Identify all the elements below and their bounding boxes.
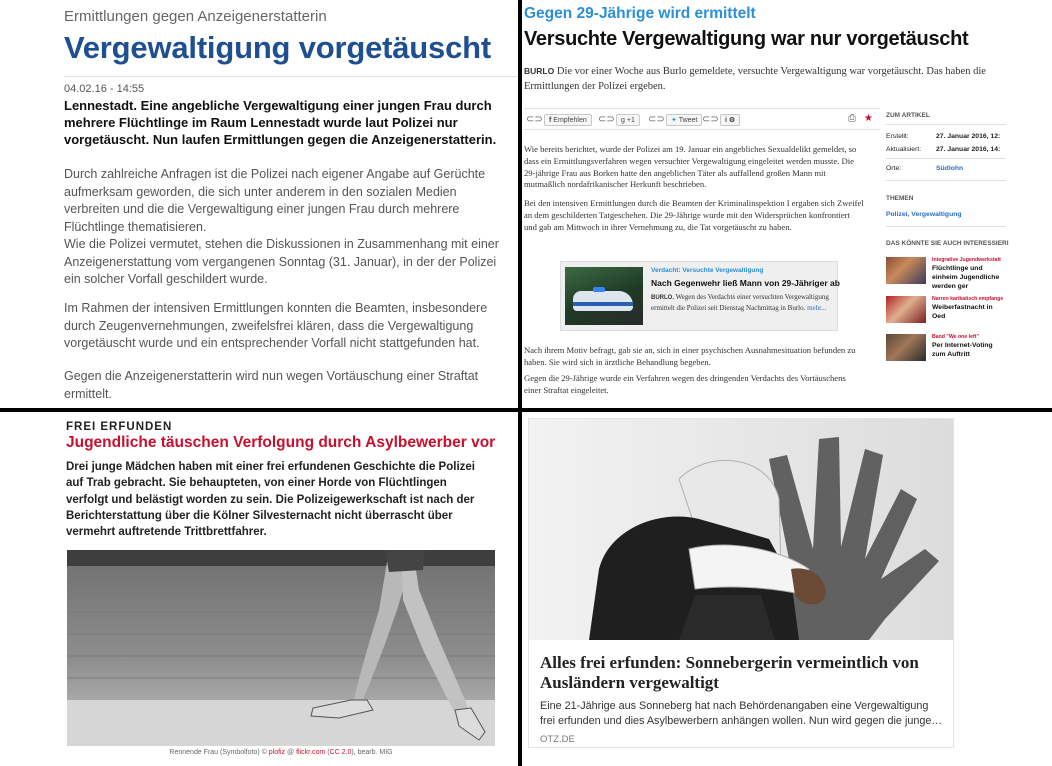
article-burlo bbox=[522, 0, 1052, 408]
related-title: Flüchtlinge und einheim Jugendliche werden ger bbox=[932, 265, 1000, 290]
places-label: Orte: bbox=[886, 165, 902, 172]
sidebar-heading-themes: THEMEN bbox=[886, 195, 914, 202]
plusone-label: +1 bbox=[626, 117, 635, 124]
link-icon[interactable]: ⊂⊃ bbox=[702, 114, 719, 125]
related-thumbnail bbox=[886, 334, 926, 361]
twitter-icon: ✦ bbox=[671, 117, 677, 124]
paragraph-text: Wie die Polizei vermutet, stehen die Diskussionen in Zusammenhang mit einer Anzeigenerstattung vom vergangenen Sonntag (31. Januar), in der der Polizei ein solcher Vorfall geschildert wurde. bbox=[64, 237, 499, 286]
sidebar-related-item[interactable] bbox=[886, 334, 1006, 362]
sidebar-rule bbox=[886, 158, 1006, 159]
photo-caption bbox=[67, 749, 495, 756]
running-woman-photo bbox=[67, 550, 495, 746]
teaser-body: Wegen des Verdachts einer versuchten Vergewaltigung ermittelt die Polizei seit Dienstag Nachmittag in Burlo. bbox=[651, 293, 829, 312]
article-sonneberg bbox=[522, 412, 1052, 766]
info-button[interactable] bbox=[720, 114, 740, 126]
updated-label: Aktualisiert: bbox=[886, 146, 922, 153]
article-paragraph-1 bbox=[64, 166, 510, 289]
article-headline[interactable]: Vergewaltigung vorgetäuscht bbox=[64, 30, 491, 65]
caption-at: @ bbox=[285, 749, 297, 756]
police-car-image bbox=[565, 267, 643, 325]
sidebar-places bbox=[886, 165, 964, 172]
sidebar-updated bbox=[886, 146, 1001, 153]
favorite-star-icon[interactable]: ★ bbox=[864, 113, 873, 124]
article-headline[interactable]: Alles frei erfunden: Sonnebergerin vermeintlich von Ausländern vergewaltigt bbox=[540, 653, 919, 692]
sidebar-rule bbox=[886, 226, 1006, 227]
article-asylbewerber bbox=[0, 412, 518, 766]
teaser-title[interactable]: Nach Gegenwehr ließ Mann von 29-Jähriger ab bbox=[651, 278, 840, 288]
related-thumbnail bbox=[886, 296, 926, 323]
related-kicker: Narren karikatisch empfange bbox=[932, 296, 1004, 302]
article-headline[interactable]: Jugendliche täuschen Verfolgung durch Asylbewerber vor bbox=[66, 434, 496, 451]
related-thumbnail bbox=[886, 257, 926, 284]
facebook-icon: f bbox=[549, 117, 552, 124]
caption-end: ), bearb. MIG bbox=[351, 749, 393, 756]
sidebar-themes-links[interactable]: Polizei, Vergewaltigung bbox=[886, 211, 962, 218]
article-paragraph-2: Im Rahmen der intensiven Ermittlungen konnten die Beamten, insbesondere durch Zeugenvernehmungen, zweifelsfrei klären, dass die Vergewaltigung vorgetäuscht wurde und ein entsprechender Vorfall nicht stattgefunden hat. bbox=[64, 301, 488, 350]
article-paragraph-3: Gegen die Anzeigenerstatterin wird nun wegen Vortäuschung einer Straftat ermittelt. bbox=[64, 369, 479, 401]
article-paragraph-3: Nach ihrem Motiv befragt, gab sie an, sich in einer psychischen Ausnahmesituation befunden zu haben. Sie wird sich in ärztliche Behandlung begeben. bbox=[524, 345, 856, 367]
caption-license-link[interactable]: CC 2.0 bbox=[329, 749, 352, 756]
headline-rule bbox=[64, 76, 518, 77]
article-date: 04.02.16 - 14:55 bbox=[64, 83, 145, 95]
article-tools bbox=[848, 113, 873, 124]
hooded-person-photo bbox=[529, 419, 953, 640]
link-icon[interactable]: ⊂⊃ bbox=[526, 114, 543, 125]
created-label: Erstellt: bbox=[886, 133, 909, 140]
caption-text: Rennende Frau (Symbolfoto) © bbox=[169, 749, 269, 756]
caption-paren: ( bbox=[325, 749, 330, 756]
link-icon[interactable]: ⊂⊃ bbox=[598, 114, 615, 125]
facebook-recommend-button[interactable] bbox=[544, 114, 592, 126]
article-kicker: FREI ERFUNDEN bbox=[66, 421, 173, 433]
sidebar-heading-more: DAS KÖNNTE SIE AUCH INTERESSIERI bbox=[886, 240, 1009, 247]
teaser-more-link[interactable]: mehr... bbox=[807, 303, 827, 312]
places-link[interactable]: Südlohn bbox=[936, 165, 964, 172]
gear-icon: ⚙ bbox=[728, 117, 736, 124]
article-excerpt: Eine 21-Jährige aus Sonneberg hat nach Behördenangaben eine Vergewaltigung frei erfunden und dies Asylbewerbern anhängen wollen. Nun wird gegen die junge… bbox=[540, 700, 943, 727]
article-kicker: Ermittlungen gegen Anzeigenerstatterin bbox=[64, 8, 327, 25]
related-kicker: Band "We one left" bbox=[932, 334, 979, 340]
article-lennestadt bbox=[0, 0, 518, 408]
sidebar-rule bbox=[886, 124, 1006, 125]
teaser-place: BURLO. bbox=[651, 295, 674, 301]
created-value: 27. Januar 2016, 12: bbox=[936, 133, 1001, 140]
article-paragraph-4: Gegen die 29-Jährige wurde ein Verfahren wegen des dringenden Verdachts des Vortäuschens einer Straftat eingeleitet. bbox=[524, 373, 846, 395]
related-title: Weiberfastnacht in Oed bbox=[932, 304, 993, 320]
google-icon: g bbox=[621, 117, 625, 124]
article-lead bbox=[524, 64, 1006, 94]
print-icon[interactable]: ⎙ bbox=[848, 113, 856, 124]
article-kicker: Gegen 29-Jährige wird ermittelt bbox=[524, 5, 756, 22]
caption-author-link[interactable]: plofiz bbox=[268, 749, 286, 756]
sidebar-related-item[interactable] bbox=[886, 296, 1006, 324]
updated-value: 27. Januar 2016, 14: bbox=[936, 146, 1001, 153]
link-icon[interactable]: ⊂⊃ bbox=[648, 114, 665, 125]
sidebar-related-item[interactable] bbox=[886, 257, 1006, 290]
tweet-button[interactable] bbox=[666, 114, 702, 126]
article-lead: Lennestadt. Eine angebliche Vergewaltigung einer jungen Frau durch mehrere Flüchtlinge im Raum Lennestadt wurde laut Polizei nur vorgetäuscht. Nun laufen Ermittlungen gegen die Anzeigenerstatterin. bbox=[64, 98, 497, 147]
recommend-label: Empfehlen bbox=[553, 117, 587, 124]
info-icon: i bbox=[725, 117, 727, 124]
article-card[interactable] bbox=[528, 418, 954, 748]
google-plus-button[interactable] bbox=[616, 114, 640, 126]
article-paragraph-1: Wie bereits berichtet, wurde der Polizei am 19. Januar ein angebliches Sexualdelikt gemeldet, so dass ein Ermittlungsverfahren wegen versuchter Vergewaltigung eingeleitet werden musste. Die 29-jährige Frau aus Borken hatte den angeblichen Täter als auffallend großen Mann mit mutmaßlich nordafrikanischer Herkunft beschrieben. bbox=[524, 144, 857, 190]
lead-text: Die vor einer Woche aus Burlo gemeldete, versuchte Vergewaltigung war vorgetäuscht. Das haben die Ermittlungen der Polizei ergeben. bbox=[524, 66, 986, 92]
teaser-text bbox=[651, 293, 833, 313]
article-paragraph-2: Bei den intensiven Ermittlungen durch die Beamten der Kriminalinspektion I ergaben sich Zweifel an dem geschilderten Tatgeschehen. Die 29-Jährige wurde mit den Widersprüchen konfrontiert und gab am Mittwoch in ihrer Vernehmung zu, die Tat vorgetäuscht zu haben. bbox=[524, 198, 864, 232]
article-headline[interactable]: Versuchte Vergewaltigung war nur vorgetäuscht bbox=[524, 28, 969, 50]
lead-place: BURLO bbox=[524, 66, 555, 76]
share-toolbar bbox=[524, 108, 880, 130]
teaser-kicker: Verdacht: Versuchte Vergewaltigung bbox=[651, 267, 764, 274]
related-article-teaser[interactable] bbox=[560, 261, 838, 331]
article-lead: Drei junge Mädchen haben mit einer frei erfundenen Geschichte die Polizei auf Trab gebracht. Sie behaupteten, von einer Horde von Flüchtlingen verfolgt und belästigt worden zu sein. Die Polizeigewerkschaft ist nach der Berichterstattung über die Kölner Silvesternacht nicht überrascht über vermehrt auftretende Trittbrettfahrer. bbox=[66, 461, 475, 539]
sidebar-created bbox=[886, 133, 1001, 140]
sidebar-rule bbox=[886, 180, 1006, 181]
caption-source-link[interactable]: flickr.com bbox=[296, 749, 326, 756]
article-source[interactable]: OTZ.DE bbox=[540, 734, 575, 745]
related-kicker: Integrative Jugendwerkstatt bbox=[932, 257, 1001, 263]
tweet-label: Tweet bbox=[678, 117, 698, 124]
paragraph-text: Durch zahlreiche Anfragen ist die Polizei nach eigener Angabe auf Gerüchte aufmerksam geworden, die sich unter anderem in den sozialen Medien verbreiten und die die Vergewaltigung einer jungen Frau durch mehrere Flüchtlinge thematisieren. bbox=[64, 167, 486, 234]
related-title: Per Internet-Voting zum Auftritt bbox=[932, 342, 993, 358]
sidebar-heading-article: ZUM ARTIKEL bbox=[886, 112, 930, 119]
